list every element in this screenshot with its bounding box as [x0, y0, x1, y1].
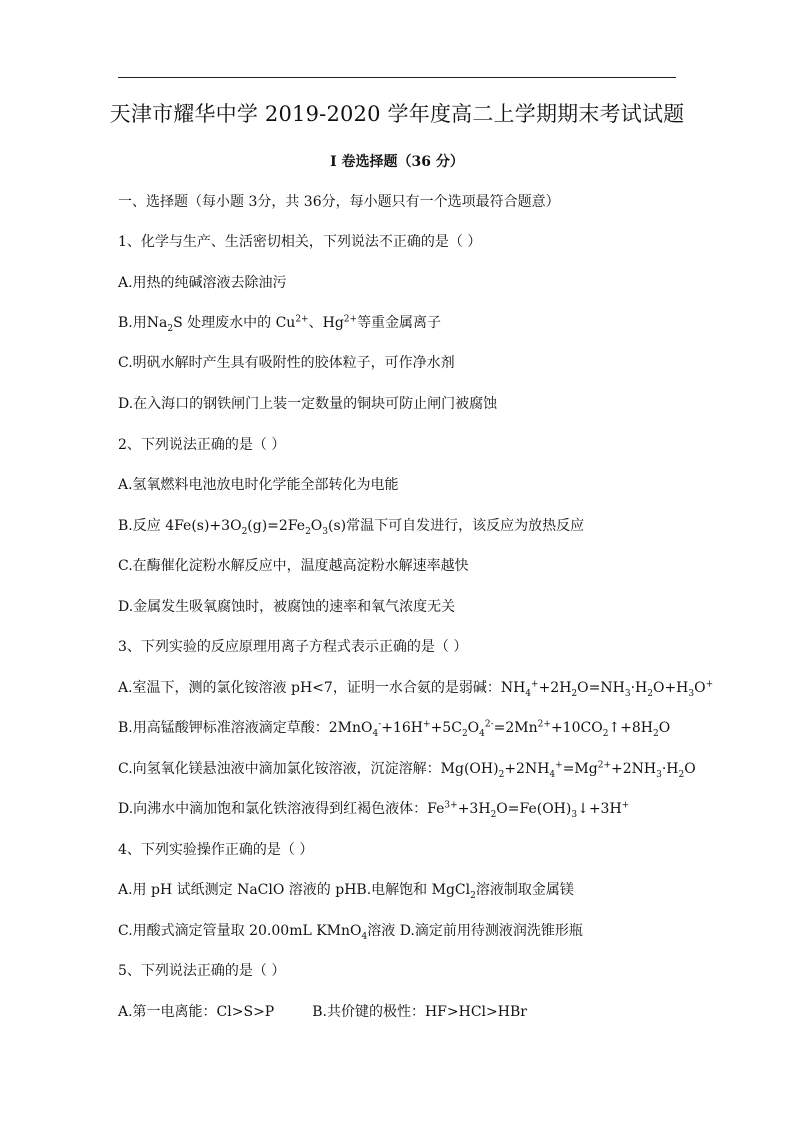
instructions: 一、选择题（每小题 3分，共 36分，每小题只有一个选项最符合题意） [118, 194, 560, 210]
question-2-option-d: D.金属发生吸氧腐蚀时，被腐蚀的速率和氧气浓度无关 [118, 599, 456, 615]
section-heading: I 卷选择题（36 分） [330, 154, 464, 170]
question-3-stem: 3、下列实验的反应原理用离子方程式表示正确的是（ ） [118, 639, 468, 655]
question-1-option-c: C.明矾水解时产生具有吸附性的胶体粒子，可作净水剂 [118, 355, 455, 371]
subscript: 4 [372, 728, 379, 739]
text-segment: 溶液制取金属镁 [475, 882, 574, 898]
question-2-option-b [118, 517, 584, 535]
text-segment: 、Hg [308, 315, 344, 331]
text-segment: Na [146, 315, 168, 331]
text-segment: 溶液 D.滴定前用待测液润洗锥形瓶 [367, 923, 583, 939]
text-segment: =Mg [562, 761, 598, 777]
subscript: 3 [624, 688, 631, 699]
superscript: - [378, 719, 382, 730]
superscript: + [423, 719, 431, 730]
text-segment: +16H [381, 720, 424, 736]
question-2-option-a: A.氢氧燃料电池放电时化学能全部转化为电能 [118, 477, 399, 493]
text-segment: D.向沸水中滴加饱和氯化铁溶液得到红褐色液体：Fe [118, 801, 445, 817]
text-segment: O=NH [577, 680, 625, 696]
superscript: + [621, 800, 630, 811]
subscript: 3 [688, 688, 695, 699]
question-3-option-b [118, 719, 670, 737]
text-segment: 等重金属离子 [357, 315, 442, 331]
text-segment: +2NH [611, 761, 657, 777]
top-rule [118, 77, 676, 78]
document-title: 天津市耀华中学 2019-2020 学年度高二上学期期末考试试题 [109, 102, 685, 126]
subscript: 2 [498, 769, 505, 780]
text-segment: O [684, 761, 696, 777]
question-1-option-a: A.用热的纯碱溶液去除油污 [118, 275, 287, 291]
superscript: + [555, 760, 563, 771]
superscript: 3+ [444, 800, 458, 811]
question-4-options-cd [118, 922, 583, 940]
question-3-option-c [118, 760, 696, 778]
text-segment: +3H [457, 801, 491, 817]
subscript: 3 [322, 526, 329, 537]
text-segment: C.用酸式滴定管量取 20.00mL KMnO [118, 923, 362, 939]
text-segment: ·H [630, 680, 648, 696]
superscript: + [531, 679, 539, 690]
subscript: 2 [678, 769, 685, 780]
text-segment: (g)=2Fe [247, 518, 306, 534]
text-segment: +2NH [504, 761, 550, 777]
subscript: 3 [656, 769, 662, 780]
text-segment: O [310, 518, 323, 534]
subscript: 4 [361, 931, 368, 942]
text-segment: B.用 [118, 315, 147, 331]
text-segment: +5C [430, 720, 462, 736]
text-segment: C.向氢氧化镁悬浊液中滴加氯化铵溶液，沉淀溶解：Mg(OH) [118, 761, 499, 777]
question-1-option-b [118, 314, 441, 332]
text-segment: O=Fe(OH) [496, 801, 572, 817]
question-1-stem: 1、化学与生产、生活密切相关，下列说法不正确的是（ ） [118, 234, 482, 250]
text-segment: A.室温下，测的氯化铵溶液 pH<7，证明一水合氨的是弱碱：NH [118, 680, 526, 696]
text-segment: S 处理废水中的 Cu [173, 315, 296, 331]
subscript: 2 [490, 809, 497, 820]
question-4-options-ab [118, 881, 574, 899]
text-segment: +2H [538, 680, 572, 696]
text-segment: O+H [652, 680, 689, 696]
text-segment: O [467, 720, 480, 736]
question-4-stem: 4、下列实验操作正确的是（ ） [118, 842, 314, 858]
text-segment: A.用 pH 试纸测定 NaClO 溶液的 pHB.电解饱和 MgCl [118, 882, 471, 898]
subscript: 2 [653, 728, 659, 739]
text-segment: ·H [661, 761, 679, 777]
subscript: 2 [305, 526, 311, 537]
subscript: 2 [470, 890, 476, 901]
formula-na2s [146, 315, 174, 334]
text-segment: (s)常温下可自发进行，该反应为放热反应 [328, 518, 585, 534]
text-segment: B.用高锰酸钾标准溶液滴定草酸：2MnO [118, 720, 373, 736]
subscript: 2 [647, 688, 653, 699]
superscript: 2+ [343, 314, 358, 325]
question-1-option-d: D.在入海口的钢铁闸门上装一定数量的铜块可防止闸门被腐蚀 [118, 396, 498, 412]
text-segment: =2Mn [493, 720, 538, 736]
superscript: 2+ [537, 719, 551, 730]
question-5-option-b: B.共价键的极性：HF>HCl>HBr [312, 1004, 527, 1020]
subscript: 4 [525, 688, 532, 699]
superscript: 2+ [597, 760, 612, 771]
question-5-option-a: A.第一电离能：Cl>S>P [118, 1004, 275, 1020]
text-segment: B.反应 4Fe(s)+3O [118, 518, 242, 534]
text-segment: +10CO [550, 720, 603, 736]
text-segment: O [658, 720, 671, 736]
question-2-stem: 2、下列说法正确的是（ ） [118, 437, 286, 453]
subscript: 2 [167, 323, 174, 334]
superscript: 2+ [295, 314, 309, 325]
subscript: 4 [479, 728, 485, 739]
text-segment: O [694, 680, 706, 696]
question-3-option-d [118, 800, 629, 818]
question-2-option-c: C.在酶催化淀粉水解反应中，温度越高淀粉水解速率越快 [118, 558, 469, 574]
superscript: 2- [484, 719, 494, 730]
subscript: 3 [571, 809, 578, 820]
subscript: 4 [549, 769, 556, 780]
text-segment: ↓+3H [577, 801, 622, 817]
question-5-stem: 5、下列说法正确的是（ ） [118, 963, 286, 979]
question-3-option-a [118, 679, 713, 697]
question-5-options-ab [118, 1003, 527, 1021]
subscript: 2 [571, 688, 578, 699]
subscript: 2 [461, 728, 468, 739]
superscript: + [705, 679, 714, 690]
text-segment: ↑+8H [608, 720, 653, 736]
subscript: 2 [241, 526, 248, 537]
subscript: 2 [602, 728, 609, 739]
